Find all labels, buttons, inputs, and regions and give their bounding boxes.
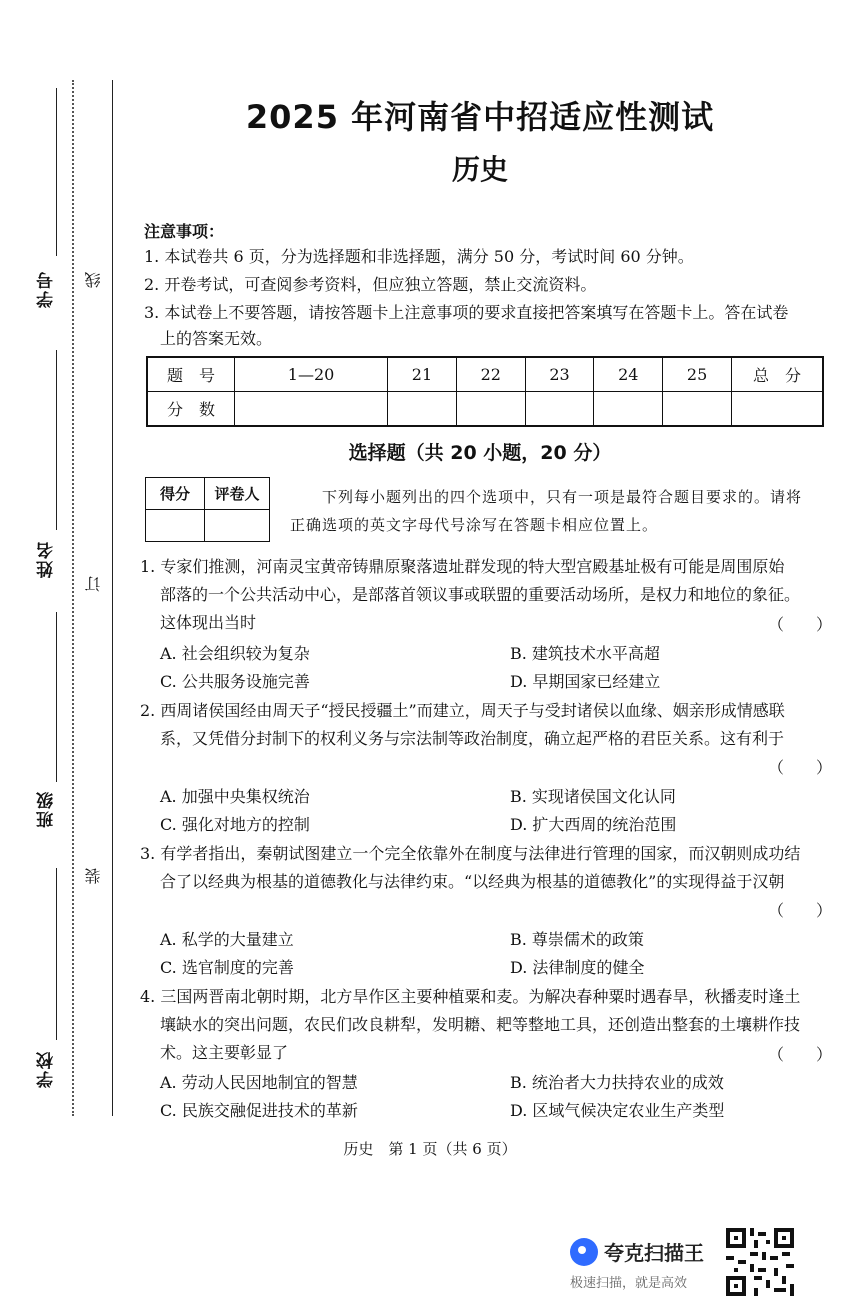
name-label: 姓名 (37, 540, 57, 578)
grader-name-header: 评卷人 (205, 478, 270, 510)
score-cell[interactable] (594, 392, 663, 427)
grader-score-cell[interactable] (146, 510, 205, 542)
score-cell[interactable] (235, 392, 388, 427)
question-line: 系，又凭借分封制下的权利义务与宗法制等政治制度，确立起严格的君臣关系。这有利于 (160, 729, 785, 748)
student-id-blank (56, 88, 57, 256)
score-header-cell: 题 号 (147, 357, 235, 392)
score-cell[interactable] (525, 392, 594, 427)
name-blank (56, 350, 57, 530)
option-b[interactable]: B. 统治者大力扶持农业的成效 (510, 1073, 724, 1092)
option-a[interactable]: A. 社会组织较为复杂 (160, 644, 310, 663)
question-line: 2. 西周诸侯国经由周天子“授民授疆土”而建立，周天子与受封诸侯以血缘、姻亲形成情感联 (140, 701, 785, 720)
answer-paren: （ ） (768, 901, 833, 920)
question-line: 4. 三国两晋南北朝时期，北方旱作区主要种植粟和麦。为解决春种粟时遇春旱，秋播麦时逢土 (140, 987, 801, 1006)
option-b[interactable]: B. 尊崇儒术的政策 (510, 930, 644, 949)
binding-word-staple: 订 (84, 576, 103, 592)
student-id-label: 学号 (37, 270, 57, 308)
answer-paren: （ ） (768, 1045, 833, 1064)
question-1 (140, 553, 834, 637)
option-c[interactable]: C. 公共服务设施完善 (160, 672, 310, 691)
question-4 (140, 983, 834, 1067)
question-3 (140, 840, 834, 896)
option-c[interactable]: C. 选官制度的完善 (160, 958, 294, 977)
option-c[interactable]: C. 强化对地方的控制 (160, 815, 310, 834)
score-header-cell: 24 (594, 357, 663, 392)
score-cell[interactable] (663, 392, 732, 427)
option-d[interactable]: D. 早期国家已经建立 (510, 672, 661, 691)
binding-word-line: 线 (84, 272, 103, 288)
question-line: 壤缺水的突出问题，农民们改良耕犁，发明耱、耙等整地工具，还创造出整套的土壤耕作技 (160, 1015, 801, 1034)
score-header-cell: 23 (525, 357, 594, 392)
answer-paren: （ ） (768, 615, 833, 634)
question-line: 术。这主要彰显了 (160, 1043, 289, 1062)
score-header-cell: 21 (388, 357, 457, 392)
question-2 (140, 697, 834, 753)
option-d[interactable]: D. 法律制度的健全 (510, 958, 645, 977)
binding-word-bind: 装 (84, 868, 103, 884)
answer-paren: （ ） (768, 758, 833, 777)
question-line: 1. 专家们推测，河南灵宝黄帝铸鼎原聚落遗址群发现的特大型宫殿基址极有可能是周围原始 (140, 557, 785, 576)
option-d[interactable]: D. 区域气候决定农业生产类型 (510, 1101, 725, 1120)
score-table (146, 356, 824, 427)
question-line: 这体现出当时 (160, 613, 257, 632)
class-label: 班级 (37, 790, 57, 828)
score-cell[interactable] (732, 392, 824, 427)
score-header-cell: 22 (456, 357, 525, 392)
note-item: 2. 开卷考试，可查阅参考资料，但应独立答题，禁止交流资料。 (144, 275, 597, 294)
scanner-brand-name: 夸克扫描王 (604, 1241, 704, 1265)
score-cell[interactable] (456, 392, 525, 427)
option-b[interactable]: B. 建筑技术水平高超 (510, 644, 660, 663)
score-table-header-row (147, 357, 823, 392)
option-d[interactable]: D. 扩大西周的统治范围 (510, 815, 677, 834)
school-blank (56, 868, 57, 1040)
grader-box (145, 477, 270, 542)
score-row-label: 分 数 (147, 392, 235, 427)
page-footer: 历史 第 1 页（共 6 页） (343, 1140, 517, 1158)
binding-dotted-line (72, 80, 74, 1116)
option-a[interactable]: A. 劳动人民因地制宜的智慧 (160, 1073, 358, 1092)
score-header-cell: 总 分 (732, 357, 824, 392)
section-instruction: 下列每小题列出的四个选项中，只有一项是最符合题目要求的。请将 (322, 488, 803, 506)
question-line: 部落的一个公共活动中心，是部落首领议事或联盟的重要活动场所，是权力和地位的象征。 (160, 585, 801, 604)
section-instruction: 正确选项的英文字母代号涂写在答题卡相应位置上。 (290, 516, 659, 534)
question-line: 合了以经典为根基的道德教化与法律约束。“以经典为根基的道德教化”的实现得益于汉朝 (160, 872, 785, 891)
scanner-tagline: 极速扫描，就是高效 (570, 1276, 688, 1291)
note-item: 1. 本试卷共 6 页，分为选择题和非选择题，满分 50 分，考试时间 60 分钟。 (144, 247, 694, 266)
scanner-watermark (570, 1232, 720, 1292)
note-item: 上的答案无效。 (160, 329, 273, 348)
binding-solid-line (112, 80, 113, 1116)
option-a[interactable]: A. 加强中央集权统治 (160, 787, 310, 806)
score-header-cell: 1—20 (235, 357, 388, 392)
option-a[interactable]: A. 私学的大量建立 (160, 930, 294, 949)
subject-title: 历史 (451, 153, 508, 186)
score-table-value-row (147, 392, 823, 427)
grader-score-header: 得分 (146, 478, 205, 510)
grader-name-cell[interactable] (205, 510, 270, 542)
notes-heading: 注意事项： (144, 222, 225, 241)
class-blank (56, 612, 57, 782)
score-cell[interactable] (388, 392, 457, 427)
option-b[interactable]: B. 实现诸侯国文化认同 (510, 787, 676, 806)
question-line: 3. 有学者指出，秦朝试图建立一个完全依靠外在制度与法律进行管理的国家，而汉朝则成功结 (140, 844, 801, 863)
note-item: 3. 本试卷上不要答题，请按答题卡上注意事项的要求直接把答案填写在答题卡上。答在试卷 (144, 303, 789, 322)
qr-code-icon (726, 1228, 794, 1296)
section-title: 选择题（共 20 小题，20 分） (348, 442, 612, 464)
option-c[interactable]: C. 民族交融促进技术的革新 (160, 1101, 358, 1120)
scanner-logo-icon (570, 1238, 598, 1266)
score-header-cell: 25 (663, 357, 732, 392)
school-label: 学校 (37, 1050, 57, 1088)
exam-title: 2025 年河南省中招适应性测试 (245, 98, 715, 136)
